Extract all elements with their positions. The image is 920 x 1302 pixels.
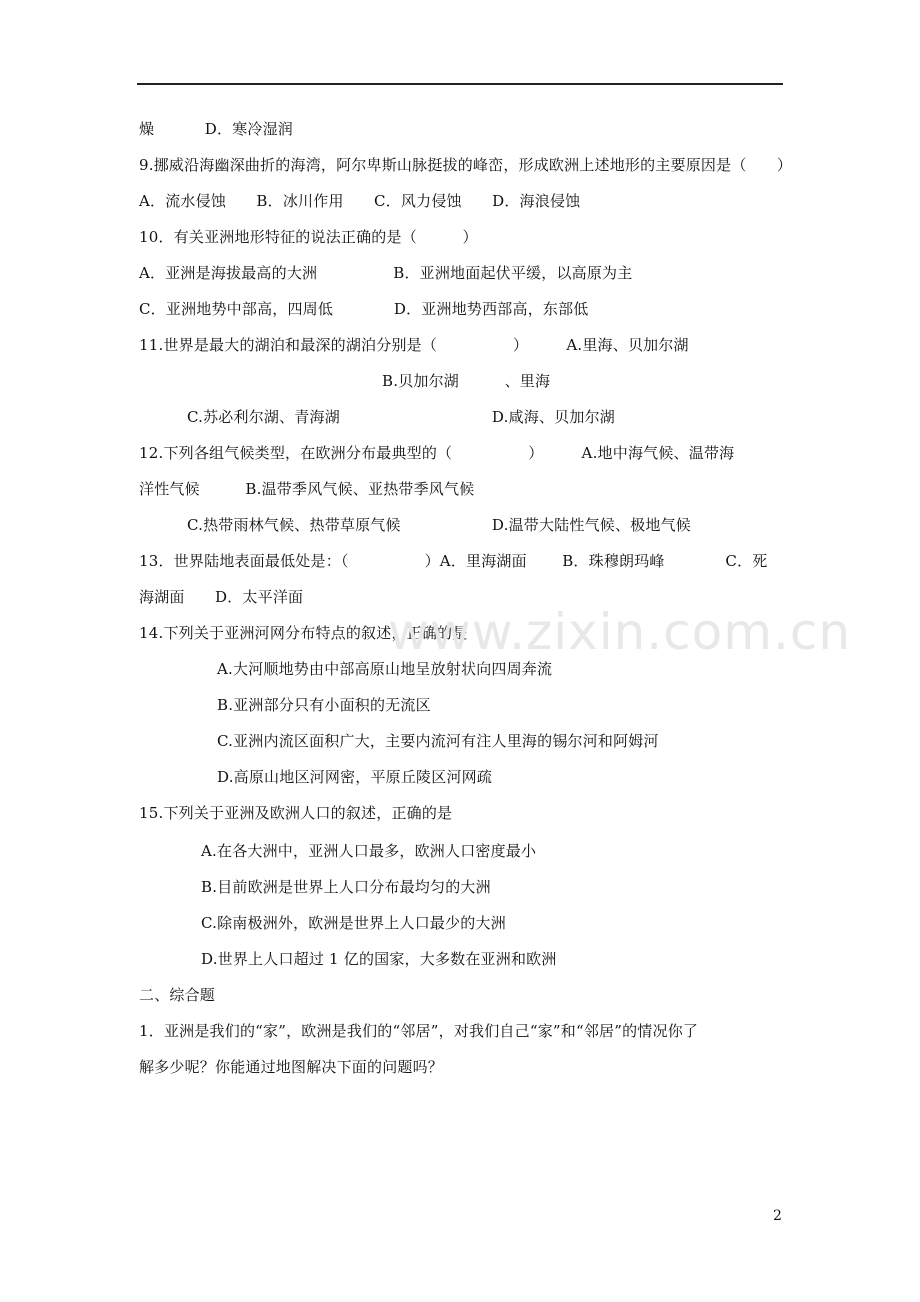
question-12: 12.下列各组气候类型，在欧洲分布最典型的（ ） A.地中海气候、温带海 [139, 444, 735, 462]
section-heading: 二、综合题 [139, 986, 216, 1004]
page-number: 2 [773, 1208, 782, 1224]
question-9-options: A．流水侵蚀 B．冰川作用 C．风力侵蚀 D．海浪侵蚀 [139, 192, 581, 210]
question-15-option-a: A.在各大洲中，亚洲人口最多，欧洲人口密度最小 [201, 842, 537, 860]
question-11-option-b: B.贝加尔湖 、里海 [382, 372, 551, 390]
question-10-options-ab: A．亚洲是海拔最高的大洲 B．亚洲地面起伏平缓，以高原为主 [139, 264, 633, 282]
question-10-options-cd: C．亚洲地势中部高，四周低 D．亚洲地势西部高，东部低 [139, 300, 589, 318]
text-line: 燥 D．寒冷湿润 [139, 120, 293, 138]
comprehensive-question-1: 1．亚洲是我们的“家”，欧洲是我们的“邻居”，对我们自己“家”和“邻居”的情况你了 [139, 1022, 699, 1040]
question-13: 13．世界陆地表面最低处是：（ ）A．里海湖面 B．珠穆朗玛峰 C．死 [139, 552, 768, 570]
question-15-option-b: B.目前欧洲是世界上人口分布最均匀的大洲 [201, 878, 491, 896]
question-11: 11.世界是最大的湖泊和最深的湖泊分别是（ ） A.里海、贝加尔湖 [139, 336, 689, 354]
question-15: 15.下列关于亚洲及欧洲人口的叙述，正确的是 [139, 804, 453, 822]
question-9: 9.挪威沿海幽深曲折的海湾，阿尔卑斯山脉挺拔的峰峦，形成欧洲上述地形的主要原因是（ ） [139, 156, 793, 174]
question-10: 10．有关亚洲地形特征的说法正确的是（ ） [139, 228, 478, 246]
header-rule [137, 83, 783, 85]
question-12-options-cd: C.热带雨林气候、热带草原气候 D.温带大陆性气候、极地气候 [187, 516, 691, 534]
question-15-option-c: C.除南极洲外，欧洲是世界上人口最少的大洲 [201, 914, 506, 932]
question-14: 14.下列关于亚洲河网分布特点的叙述，正确的是 [139, 624, 468, 642]
question-13-continued: 海湖面 D．太平洋面 [139, 588, 304, 606]
question-14-option-a: A.大河顺地势由中部高原山地呈放射状向四周奔流 [217, 660, 553, 678]
question-11-options-cd: C.苏必利尔湖、青海湖 D.咸海、贝加尔湖 [187, 408, 615, 426]
comprehensive-question-1-continued: 解多少呢？你能通过地图解决下面的问题吗？ [139, 1058, 444, 1076]
question-14-option-b: B.亚洲部分只有小面积的无流区 [217, 696, 431, 714]
watermark: www.zixin.com.cn [388, 603, 852, 661]
question-14-option-d: D.高原山地区河网密，平原丘陵区河网疏 [217, 768, 493, 786]
question-14-option-c: C.亚洲内流区面积广大，主要内流河有注人里海的锡尔河和阿姆河 [217, 732, 659, 750]
question-15-option-d: D.世界上人口超过 1 亿的国家，大多数在亚洲和欧洲 [201, 950, 557, 968]
question-12-continued: 洋性气候 B.温带季风气候、亚热带季风气候 [139, 480, 475, 498]
